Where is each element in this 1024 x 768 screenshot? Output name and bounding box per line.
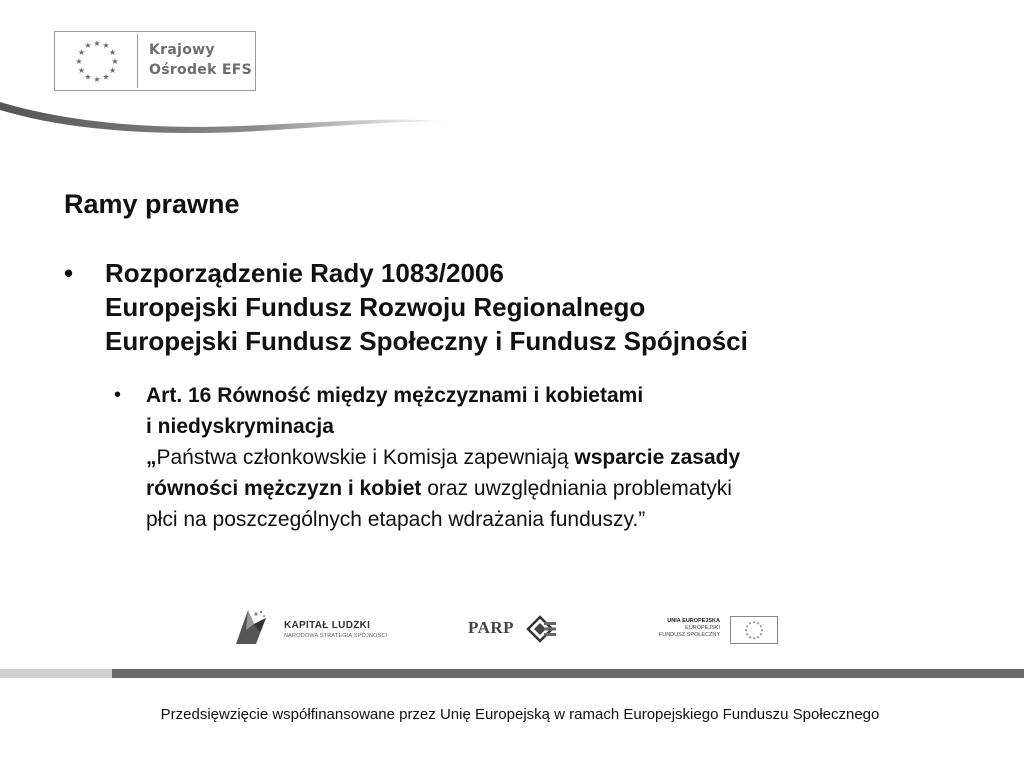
eu-star-icon: ★ — [752, 635, 756, 641]
article-heading-line2: i niedyskryminacja — [146, 415, 334, 438]
eu-star-icon: ★ — [93, 38, 101, 48]
footer-divider-dark — [112, 669, 1024, 678]
quote-part2: oraz uwzględniania problematyki — [421, 477, 732, 500]
eu-star-icon: ★ — [748, 634, 752, 640]
eu-star-icon: ★ — [745, 631, 749, 637]
eu-star-icon: ★ — [760, 627, 764, 633]
footer-funding-note: Przedsięwzięcie współfinansowane przez Unię Europejską w ramach Europejskiego Funduszu Społecznego — [160, 706, 880, 723]
eu-star-icon: ★ — [84, 72, 92, 82]
quote-line3: płci na poszczególnych etapach wdrażania funduszy.” — [146, 508, 646, 531]
sub-bullet-marker: • — [114, 384, 122, 406]
eu-star-icon: ★ — [759, 631, 763, 637]
bullet-article-16 — [114, 380, 974, 535]
kapital-ludzki-icon — [234, 608, 268, 646]
article-heading-line1: Art. 16 Równość między mężczyznami i kobietami — [146, 384, 644, 407]
quote-open-mark: „ — [146, 446, 157, 469]
quote-bold1: wsparcie zasady — [574, 446, 741, 469]
eu-flag-icon — [57, 34, 138, 88]
slide-title: Ramy prawne — [64, 189, 240, 219]
bullet-marker: • — [64, 258, 74, 288]
eu-star-icon: ★ — [102, 41, 110, 51]
parp-emblem-icon — [524, 614, 558, 644]
logo-text — [149, 40, 253, 80]
eu-star-icon: ★ — [752, 619, 756, 625]
logo-text-line2: Ośrodek EFS — [149, 62, 252, 78]
regulation-line2: Europejski Fundusz Rozwoju Regionalnego — [105, 292, 646, 322]
eu-star-icon: ★ — [93, 74, 101, 84]
parp-logo — [468, 614, 564, 644]
eu-efs-logo — [650, 612, 780, 646]
footer-divider-light — [0, 669, 112, 678]
eu-star-icon: ★ — [109, 47, 117, 57]
bullet-regulation — [64, 256, 974, 358]
regulation-line3: Europejski Fundusz Społeczny i Fundusz Spójności — [105, 326, 748, 356]
eu-star-icon: ★ — [109, 65, 117, 75]
eu-efs-text — [659, 618, 720, 639]
header-swoosh-decoration — [0, 96, 460, 138]
kapital-ludzki-title: KAPITAŁ LUDZKI — [284, 620, 371, 631]
eu-efs-line2: EUROPEJSKI — [685, 625, 720, 631]
krajowy-osrodek-efs-logo — [54, 31, 256, 91]
kapital-ludzki-subtitle: NARODOWA STRATEGIA SPÓJNOŚCI — [284, 633, 388, 639]
eu-flag-small-icon — [730, 616, 778, 644]
kapital-ludzki-logo — [234, 608, 394, 648]
eu-star-icon: ★ — [77, 65, 85, 75]
quote-line2 — [146, 473, 974, 504]
eu-star-icon: ★ — [77, 47, 85, 57]
eu-efs-line1: UNIA EUROPEJSKA — [667, 618, 720, 624]
eu-star-icon: ★ — [84, 41, 92, 51]
quote-part1: Państwa członkowskie i Komisja zapewniają — [156, 446, 575, 469]
eu-star-icon: ★ — [745, 623, 749, 629]
regulation-line1: Rozporządzenie Rady 1083/2006 — [105, 258, 504, 288]
eu-efs-line3: FUNDUSZ SPOŁECZNY — [658, 632, 720, 638]
eu-star-icon: ★ — [759, 623, 763, 629]
parp-text: PARP — [468, 618, 515, 637]
eu-star-icon: ★ — [102, 72, 110, 82]
quote-line1 — [146, 442, 974, 473]
eu-star-icon: ★ — [756, 620, 760, 626]
eu-star-icon: ★ — [744, 627, 748, 633]
logo-text-line1: Krajowy — [149, 42, 215, 58]
quote-bold2: równości mężczyzn i kobiet — [146, 477, 422, 500]
eu-star-icon: ★ — [75, 56, 83, 66]
eu-star-icon: ★ — [748, 620, 752, 626]
eu-star-icon: ★ — [756, 634, 760, 640]
eu-star-icon: ★ — [111, 56, 119, 66]
